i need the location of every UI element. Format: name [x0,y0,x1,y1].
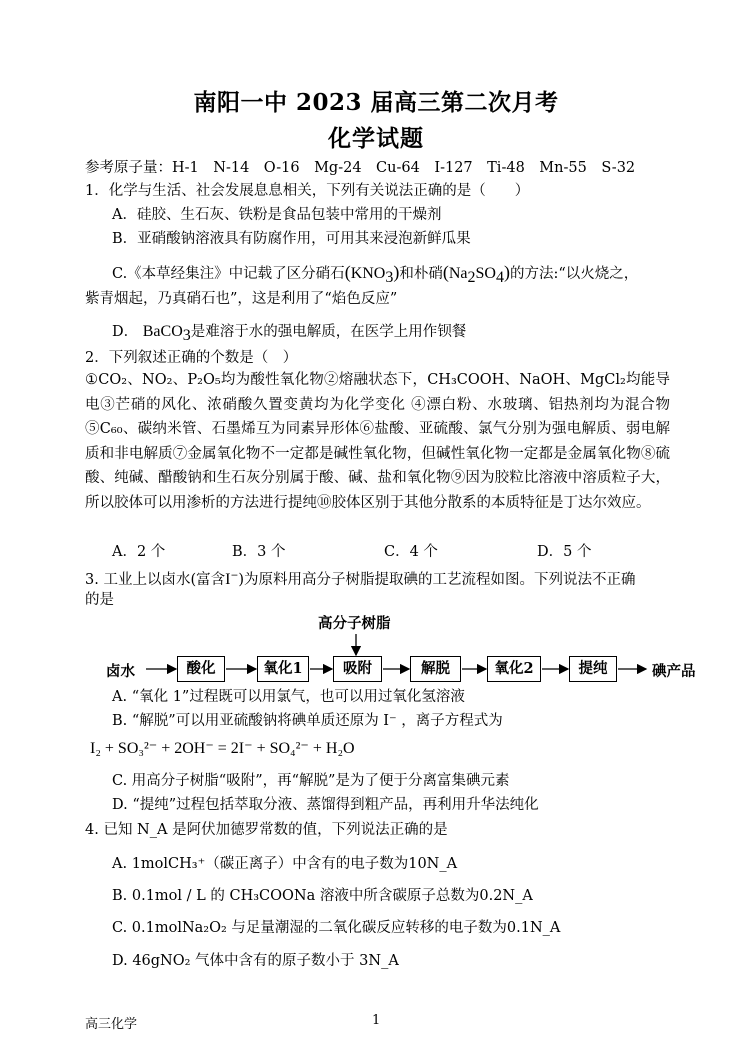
q4-option-b: B. 0.1mol / L 的 CH₃COONa 溶液中所含碳原子总数为0.2N_A [112,888,533,904]
q1-option-d: D． BaCO$_3$是难溶于水的强电解质，在医学上用作钡餐 [112,323,467,344]
q3-option-b: B. “解脱”可以用亚硫酸钠将碘单质还原为 I⁻ ，离子方程式为 [112,713,503,729]
q1-option-c-line2: 紫青烟起，乃真硝石也”，这是利用了“焰色反应” [85,291,398,307]
q2-stem: 2．下列叙述正确的个数是（ ） [85,350,298,366]
q1-d-text: 是难溶于水的强电解质，在医学上用作钡餐 [190,324,467,340]
q1-c-post: 的方法:“以火烧之， [509,266,639,282]
q3-option-a: A. “氧化 1”过程既可以用氯气，也可以用过氧化氢溶液 [112,689,465,705]
baco3-formula: BaCO [142,323,183,340]
q1-option-a: A．硅胶、生石灰、铁粉是食品包装中常用的干燥剂 [112,207,442,223]
q2-option-a: A．2 个 [112,544,166,560]
q2-option-d: D．5 个 [537,544,592,560]
kno3-formula: KNO [350,265,386,282]
q2-body: ①CO₂、NO₂、P₂O₅均为酸性氧化物②熔融状态下，CH₃COOH、NaOH、MgCl₂均能导电③芒硝的风化、浓硝酸久置变黄均为化学变化 ④漂白粉、水玻璃、铝热剂均为混合物⑤C₆₀、碳纳米管、石墨烯互为同素异形体⑥盐酸、亚硫酸、氯气分别为强电解质、弱电解质和非电解质⑦金属氧化物不一定都是碱性氧化物，但碱性氧化物一定都是金属氧化物⑧硫酸、纯碱、醋酸钠和生石灰分别属于酸、碱、盐和氧化物⑨因为胶粒比溶液中溶质粒子大，所以胶体可以用渗析的方法进行提纯⑩胶体区别于其他分散系的本质特征是丁达尔效应。 [85,372,670,511]
q1-stem: 1．化学与生活、社会发展息息相关，下列有关说法正确的是（ ） [85,183,530,199]
flow-step-adsorb: 吸附 [333,656,382,682]
q2-option-b: B．3 个 [232,544,286,560]
atomic-masses: 参考原子量：H-1 N-14 O-16 Mg-24 Cu-64 I-127 Ti-48 Mn-55 S-32 [85,160,636,176]
process-flow-chart [100,612,700,692]
na2so4-so: SO [475,265,496,282]
q3-stem: 3. 工业上以卤水(富含I−)为原料用高分子树脂提取碘的工艺流程如图。下列说法不正确 [85,570,636,588]
na2so4-formula: Na [448,265,468,282]
iodide-ion: I [225,570,231,588]
footer-subject: 高三化学 [85,1017,138,1032]
q1-d-label: D． [112,324,139,340]
flow-step-purify: 提纯 [569,656,617,682]
q3-stem-post: )为原料用高分子树脂提取碘的工艺流程如图。下列说法不正确 [238,571,636,588]
q3-stem-line2: 的是 [85,592,114,608]
q1-option-c: C.《本草经集注》中记载了区分硝石$(KNO_3)$和朴硝$(Na_2SO_4)$的方法:“以火烧之， [112,262,639,286]
flow-step-oxidize2: 氧化2 [487,656,541,682]
q1-c-text: C.《本草经集注》中记载了区分硝石 [112,266,345,282]
q4-option-d: D. 46gNO₂ 气体中含有的原子数小于 3N_A [112,953,399,969]
q1-option-b: B．亚硝酸钠溶液具有防腐作用，可用其来浸泡新鲜瓜果 [112,231,471,247]
q3-option-c: C. 用高分子树脂“吸附”，再“解脱”是为了便于分离富集碘元素 [112,773,510,789]
flow-step-acidify: 酸化 [177,656,225,682]
exam-title: 南阳一中 2023 届高三第二次月考 [193,89,559,116]
q4-option-c: C. 0.1molNa₂O₂ 与足量潮湿的二氧化碳反应转移的电子数为0.1N_A [112,920,561,936]
flow-start-brine: 卤水 [106,663,135,680]
page-number: 1 [372,1013,381,1028]
q3-ionic-equation: I₂ + SO₃²⁻ + 2OH⁻ = 2I⁻ + SO₄²⁻ + H₂O [90,740,355,757]
q2-option-c: C．4 个 [384,544,438,560]
flow-step-desorb: 解脱 [410,656,461,682]
exam-subtitle: 化学试题 [328,125,424,152]
flow-end-iodine: 碘产品 [652,663,696,680]
flow-resin-input: 高分子树脂 [318,615,391,632]
flow-step-oxidize1: 氧化1 [257,656,309,682]
q4-stem: 4. 已知 N_A 是阿伏加德罗常数的值，下列说法正确的是 [85,822,448,838]
q3-option-d: D. “提纯”过程包括萃取分液、蒸馏得到粗产品，再利用升华法纯化 [112,797,539,813]
q4-option-a: A. 1molCH₃⁺（碳正离子）中含有的电子数为10N_A [112,856,458,872]
q3-stem-pre: 3. 工业上以卤水(富含 [85,571,226,588]
q1-c-mid: 和朴硝 [399,266,443,282]
